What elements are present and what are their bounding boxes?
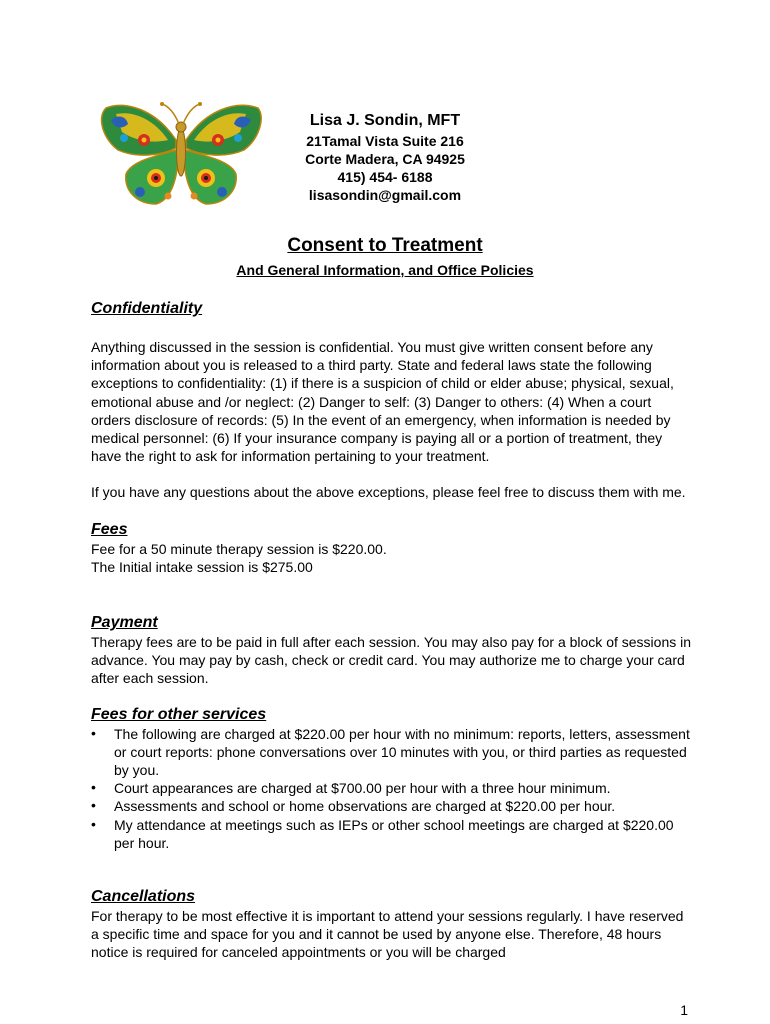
fees-heading: Fees [91, 520, 128, 538]
document-subtitle: And General Information, and Office Policies [236, 262, 534, 278]
payment-paragraph: Therapy fees are to be paid in full after each session. You may also pay for a block of sessions in advance. You may pay by cash, check or credit card. You may authorize me to charge your card after each session. [91, 634, 692, 687]
list-item: • My attendance at meetings such as IEPs or other school meetings are charged at $220.00 per hour. [91, 816, 691, 852]
cancellations-paragraph: For therapy to be most effective it is important to attend your sessions regularly. I have reserved a specific time and space for you and it cannot be used by anyone else. Therefore, 48 hours notice is required for canceled appointments or you will be charged [91, 908, 684, 961]
document-body [91, 299, 691, 962]
email-address: lisasondin@gmail.com [308, 187, 462, 203]
list-item: • The following are charged at $220.00 per hour with no minimum: reports, letters, assessment or court reports: phone conversations over 10 minutes with you, or third parties as requested by you. [91, 725, 691, 780]
butterfly-logo-icon [96, 100, 266, 206]
other-services-list [91, 725, 691, 852]
payment-heading: Payment [91, 614, 158, 632]
fees-session-line: Fee for a 50 minute therapy session is $220.00. [91, 540, 387, 557]
confidentiality-heading: Confidentiality [91, 300, 203, 317]
address-line-2: Corte Madera, CA 94925 [305, 151, 465, 167]
page-number: 1 [680, 1002, 688, 1018]
fees-intake-line: The Initial intake session is $275.00 [91, 558, 313, 575]
address-line-1: 21Tamal Vista Suite 216 [306, 133, 464, 149]
list-item: • Assessments and school or home observations are charged at $220.00 per hour. [91, 797, 691, 815]
confidentiality-questions-paragraph: If you have any questions about the above exceptions, please feel free to discuss them with me. [91, 484, 686, 501]
cancellations-heading: Cancellations [91, 888, 196, 906]
other-services-heading: Fees for other services [91, 705, 267, 723]
practitioner-header [285, 111, 485, 204]
confidentiality-paragraph: Anything discussed in the session is confidential. You must give written consent before any information about you is released to a third party. State and federal laws state the following exceptions to confidentiality: (1) if there is a suspicion of child or elder abuse; physical, sexual, emotional abuse and /or neglect: (2) Danger to self: (3) Danger to others: (4) When a court orders disclosure of records: (5) In the event of an emergency, when information is needed by medical personnel: (6) If your insurance company is paying all or a portion of treatment, they have the right to ask for information pertaining to your treatment. [91, 339, 674, 465]
practitioner-name: Lisa J. Sondin, MFT [309, 112, 461, 129]
phone-number: 415) 454- 6188 [337, 169, 433, 185]
list-item: • Court appearances are charged at $700.00 per hour with a three hour minimum. [91, 779, 691, 797]
document-title: Consent to Treatment [287, 235, 483, 256]
